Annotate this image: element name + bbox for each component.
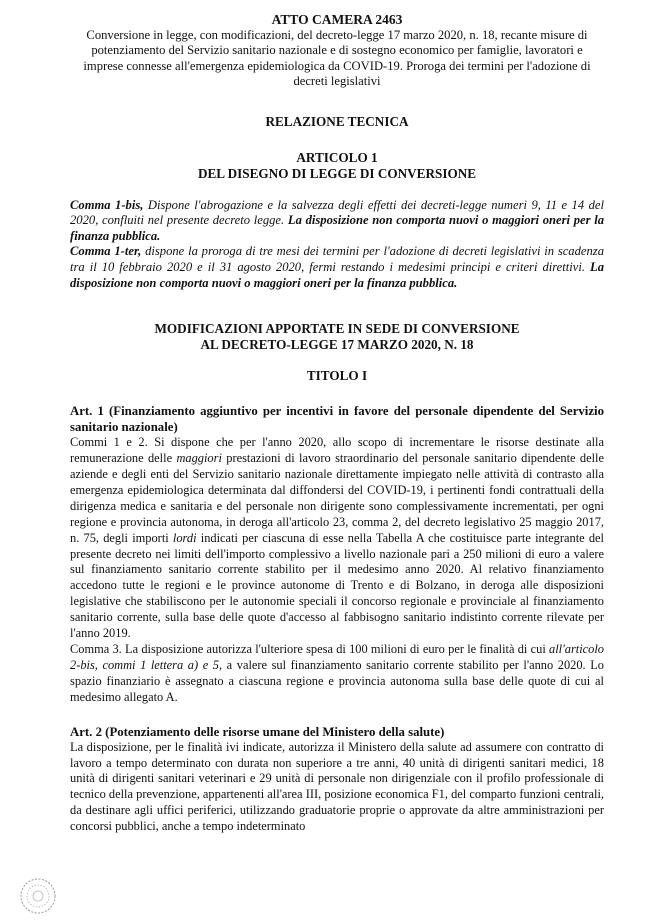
articolo-line1: ARTICOLO 1: [296, 149, 378, 165]
stamp-seal-icon: [18, 876, 58, 916]
comma-1ter-text: dispone la proroga di tre mesi dei termini per l'adozione di decreti legislativi in scadenza tra il 10 febbraio 2020 e il 31 agosto 2020, fermi restando i medesimi principi e criteri direttivi.: [70, 244, 604, 274]
commi-block: [70, 198, 604, 292]
modificazioni-heading: [70, 321, 604, 353]
art-1-heading: Art. 1 (Finanziamento aggiuntivo per incentivi in favore del personale dipendente del Servizio sanitario nazionale): [70, 404, 604, 435]
comma-1ter-paragraph: [70, 244, 604, 291]
art-1-p1-part-a: Commi 1 e 2. Si dispone che per l'anno 2020, allo scopo di incrementare le risorse destinate alla remunerazione delle: [70, 435, 604, 466]
atto-subtitle: Conversione in legge, con modificazioni, del decreto-legge 17 marzo 2020, n. 18, recante misure di potenziamento del Servizio sanitario nazionale e di sostegno economico per famiglie, lavoratori e imprese connesse all'emergenza epidemiologica da COVID-19. Proroga dei termini per l'adozione di decreti legislativi: [83, 28, 591, 89]
art-2-paragraph: La disposizione, per le finalità ivi indicate, autorizza il Ministero della salute ad assumere con contratto di lavoro a tempo determinato con durata non superiore a tre anni, 40 unità di dirigenti sanitari medici, 18 unità di dirigenti sanitari veterinari e 29 unità di personale non dirigenziale con il profilo professionale di tecnico della prevenzione, appartenenti all'area III, posizione economica F1, del comparto funzioni centrali, da destinare agli uffici periferici, utilizzando graduatorie proprie o approvate da altre amministrazioni per concorsi pubblici, anche a tempo indeterminato: [70, 739, 604, 834]
art-2-heading: Art. 2 (Potenziamento delle risorse umane del Ministero della salute): [70, 724, 445, 739]
document-page: [70, 12, 604, 835]
comma-1ter-bold: La disposizione non comporta nuovi o maggiori oneri per la finanza pubblica.: [70, 260, 604, 290]
articolo-line2: DEL DISEGNO DI LEGGE DI CONVERSIONE: [197, 165, 477, 181]
document-header: [70, 12, 604, 90]
comma-1ter-label: Comma 1-ter,: [70, 244, 142, 259]
art-1-p1-part-b: prestazioni di lavoro straordinario del personale sanitario dipendente delle aziende e degli enti del Servizio sanitario nazionale direttamente impiegato nelle attività di contrasto alla emergenza epidemiologica determinata dal diffondersi del COVID-19, i pertinenti fondi contrattuali della dirigenza medica e sanitaria e del personale non dirigente sono complessivamente incrementati, per ogni regione e provincia autonoma, in deroga all'articolo 23, comma 2, del decreto legislativo 25 maggio 2017, n. 75, degli importi: [70, 451, 604, 545]
comma-1bis-label: Comma 1-bis,: [70, 197, 144, 212]
art-1-p2-part-b: , a valere sul finanziamento sanitario corrente stabilito per l'anno 2020. Lo spazio finanziario è assegnato a ciascuna regione e provincia autonoma sulla base delle quote di cui al medesimo allegato A.: [70, 657, 604, 704]
art-1-p2-italic: all'articolo 2-bis, commi 1 lettera a) e 5: [70, 641, 604, 672]
titolo-heading: TITOLO I: [306, 368, 368, 384]
relazione-heading: RELAZIONE TECNICA: [265, 113, 409, 129]
atto-title: ATTO CAMERA 2463: [271, 12, 403, 27]
art-1-paragraph-2: [70, 642, 604, 706]
comma-1bis-bold: La disposizione non comporta nuovi o maggiori oneri per la finanza pubblica.: [70, 213, 605, 243]
art-1-p2-part-a: Comma 3. La disposizione autorizza l'ulteriore spesa di 100 milioni di euro per le finalità di cui: [70, 641, 550, 656]
comma-1bis-paragraph: [70, 198, 604, 245]
modificazioni-line2: AL DECRETO-LEGGE 17 MARZO 2020, N. 18: [200, 337, 474, 353]
modificazioni-line1: MODIFICAZIONI APPORTATE IN SEDE DI CONVERSIONE: [154, 321, 520, 337]
art-1-p1-part-c: indicati per ciascuna di esse nella Tabella A che costituisce parte integrante del presente decreto nei limiti dell'importo complessivo a livello nazionale pari a 250 milioni di euro a valere sul finanziamento sanitario corrente stabilito per il medesimo anno 2020. Al relativo finanziamento accedono tutte le regioni e le province autonome di Trento e di Bolzano, in deroga alle disposizioni legislative che stabiliscono per le autonomie speciali il concorso regionale e provinciale al finanziamento sanitario corrente, sulla base delle quote d'accesso al fabbisogno sanitario indistinto corrente rilevate per l'anno 2019.: [70, 530, 604, 641]
art-1-section: [70, 403, 604, 705]
art-1-p1-maggiori: maggiori: [176, 451, 222, 466]
articolo-heading: [70, 150, 604, 182]
art-1-paragraph-1: [70, 435, 604, 642]
art-1-p1-lordi: lordi: [172, 530, 197, 545]
comma-1bis-text: Dispone l'abrogazione e la salvezza degli effetti dei decreti-legge numeri 9, 11 e 14 del 2020, confluiti nel presente decreto legge.: [70, 197, 604, 228]
art-2-section: [70, 724, 604, 835]
